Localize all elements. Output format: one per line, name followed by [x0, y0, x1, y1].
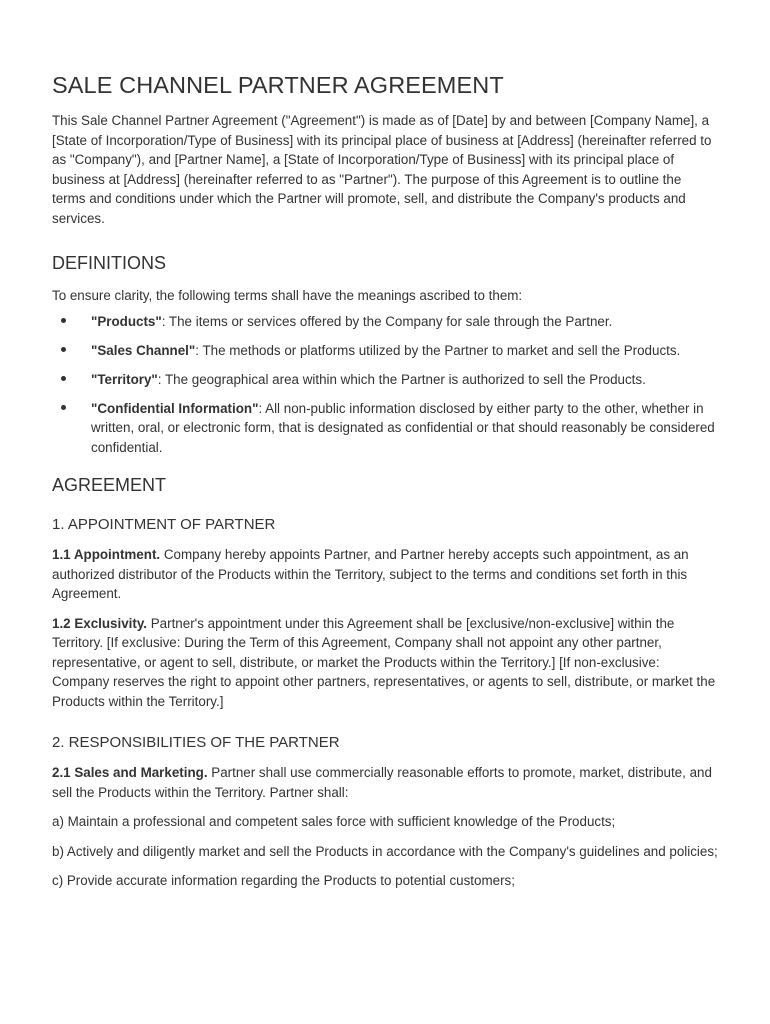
list-item: a) Maintain a professional and competent sales force with sufficient knowledge of the Products;: [52, 814, 616, 829]
agreement-heading: AGREEMENT: [52, 475, 167, 495]
list-item: b) Actively and diligently market and sell the Products in accordance with the Company's guidelines and policies;: [52, 843, 718, 859]
section-2-heading: 2. RESPONSIBILITIES OF THE PARTNER: [52, 734, 340, 751]
clause-1-1: [52, 545, 718, 604]
definition-text: : All non-public information disclosed by either party to the other, whether in written, oral, or electronic form, that is designated as confidential or that should reasonably be considered confidential.: [91, 400, 715, 455]
clause-label: 2.1 Sales and Marketing.: [52, 765, 208, 780]
definition-item: [52, 312, 718, 332]
definition-item: [52, 341, 718, 361]
definition-term: "Confidential Information": [91, 400, 259, 416]
list-item: c) Provide accurate information regarding the Products to potential customers;: [52, 873, 515, 888]
section-1-heading: 1. APPOINTMENT OF PARTNER: [52, 516, 276, 533]
clause-1-2: [52, 614, 718, 712]
bullet-icon: [61, 347, 66, 352]
clause-label: 1.1 Appointment.: [52, 547, 161, 562]
clause-text: Partner's appointment under this Agreement shall be [exclusive/non-exclusive] within the Territory. [If exclusive: During the Term of this Agreement, Company shall not appoint any other partner, representative, or agent to sell, distribute, or market the Products within the Territory.] [If non-exclusive: Company reserves the right to appoint other partners, representatives, or agents to sell, distribute, or market the Products within the Territory.]: [52, 615, 716, 709]
document-title: SALE CHANNEL PARTNER AGREEMENT: [52, 72, 504, 98]
definition-text: : The geographical area within which the Partner is authorized to sell the Products.: [157, 371, 646, 387]
definition-text: : The methods or platforms utilized by the Partner to market and sell the Products.: [195, 342, 681, 358]
bullet-icon: [61, 405, 66, 410]
definition-text: : The items or services offered by the Company for sale through the Partner.: [161, 313, 613, 329]
definitions-heading: DEFINITIONS: [52, 253, 167, 273]
bullet-icon: [61, 318, 66, 323]
clause-text: Company hereby appoints Partner, and Partner hereby accepts such appointment, as an authorized distributor of the Products within the Territory, subject to the terms and conditions set forth in this Agreement.: [52, 547, 689, 601]
definitions-lead: To ensure clarity, the following terms shall have the meanings ascribed to them:: [52, 288, 523, 303]
definition-term: "Territory": [91, 371, 158, 387]
clause-2-1: [52, 763, 718, 802]
clause-label: 1.2 Exclusivity.: [52, 615, 148, 631]
definition-term: "Sales Channel": [91, 342, 196, 358]
clause-text: Partner shall use commercially reasonable efforts to promote, market, distribute, and sell the Products within the Territory. Partner shall:: [52, 765, 712, 800]
bullet-icon: [61, 376, 66, 381]
definitions-list: [52, 312, 718, 458]
intro-paragraph: This Sale Channel Partner Agreement ("Agreement") is made as of [Date] by and between [Company Name], a [State of Incorporation/Type of Business] with its principal place of business at [Address] (hereinafter referred to as "Company"), and [Partner Name], a [State of Incorporation/Type of Business] with its principal place of business at [Address] (hereinafter referred to as "Partner"). The purpose of this Agreement is to outline the terms and conditions under which the Partner will promote, sell, and distribute the Company's products and services.: [52, 113, 712, 226]
definition-item: [52, 399, 718, 458]
definition-term: "Products": [91, 313, 162, 329]
definition-item: [52, 370, 718, 390]
